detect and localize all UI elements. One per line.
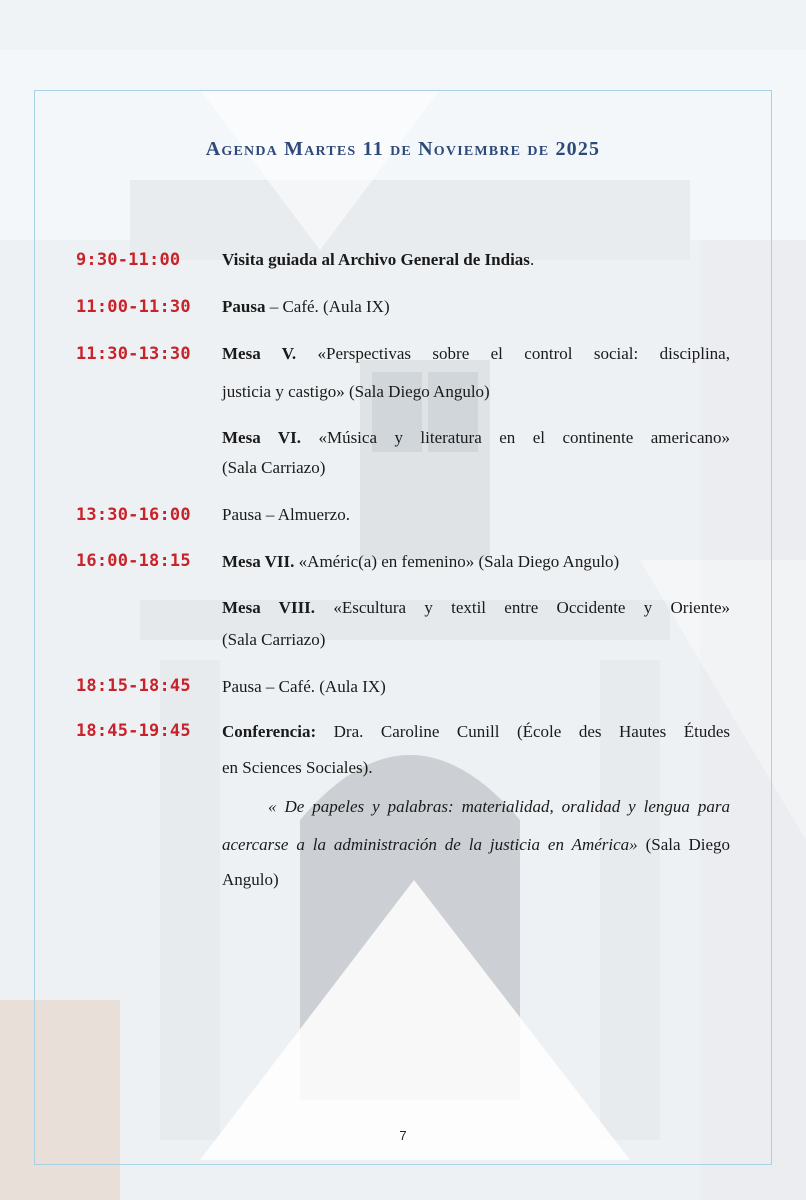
item-text: «Améric(a) en femenino» (Sala Diego Angulo) bbox=[294, 552, 620, 571]
time-slot: 18:45-19:45 bbox=[76, 721, 191, 741]
item-title: Mesa VII. bbox=[222, 552, 295, 571]
schedule-item-line bbox=[222, 591, 730, 625]
time-slot: 16:00-18:15 bbox=[76, 551, 191, 571]
time-slot: 18:15-18:45 bbox=[76, 676, 191, 696]
time-slot: 11:30-13:30 bbox=[76, 344, 191, 364]
conference-title-line bbox=[222, 828, 730, 862]
page-number: 7 bbox=[399, 1128, 407, 1143]
item-text: . bbox=[529, 250, 535, 269]
schedule-item-line bbox=[222, 715, 730, 749]
schedule-item bbox=[222, 545, 730, 579]
schedule-item: Pausa – Café. (Aula IX) bbox=[222, 677, 386, 696]
conference-title-part: acercarse a la administración de la justicia en América» bbox=[222, 835, 638, 854]
conference-title-line bbox=[222, 790, 730, 824]
conference-venue: (Sala Diego bbox=[637, 835, 730, 854]
schedule-item bbox=[222, 290, 730, 324]
item-text: «Música y literatura en el continente americano» bbox=[301, 428, 730, 447]
item-title: Pausa bbox=[222, 297, 266, 316]
item-title: Visita guiada al Archivo General de Indias bbox=[222, 250, 530, 269]
item-text: Dra. Caroline Cunill (École des Hautes Études bbox=[316, 722, 730, 741]
agenda-title: Agenda Martes 11 de Noviembre de 2025 bbox=[205, 138, 601, 160]
item-title: Conferencia: bbox=[222, 722, 317, 741]
schedule-item-line bbox=[222, 337, 730, 371]
time-slot: 13:30-16:00 bbox=[76, 505, 191, 525]
schedule-item-line: (Sala Carriazo) bbox=[222, 630, 326, 649]
item-text: – Café. (Aula IX) bbox=[265, 297, 390, 316]
item-text: «Perspectivas sobre el control social: disciplina, bbox=[296, 344, 730, 363]
schedule-item-line: (Sala Carriazo) bbox=[222, 458, 326, 477]
item-title: Mesa VIII. bbox=[222, 598, 316, 617]
schedule-item: Pausa – Almuerzo. bbox=[222, 505, 350, 524]
conference-title-part: « De papeles y palabras: materialidad, oralidad y lengua para bbox=[268, 797, 730, 816]
time-slot: 11:00-11:30 bbox=[76, 297, 191, 317]
item-title: Mesa VI. bbox=[222, 428, 301, 447]
schedule-item bbox=[222, 243, 730, 277]
conference-venue-line: Angulo) bbox=[222, 870, 279, 889]
schedule-item-line: justicia y castigo» (Sala Diego Angulo) bbox=[222, 382, 490, 401]
time-slot: 9:30-11:00 bbox=[76, 250, 181, 270]
item-title: Mesa V. bbox=[222, 344, 297, 363]
schedule-item-line: en Sciences Sociales). bbox=[222, 758, 373, 777]
item-text: «Escultura y textil entre Occidente y Oriente» bbox=[315, 598, 730, 617]
schedule-item-line bbox=[222, 421, 730, 455]
